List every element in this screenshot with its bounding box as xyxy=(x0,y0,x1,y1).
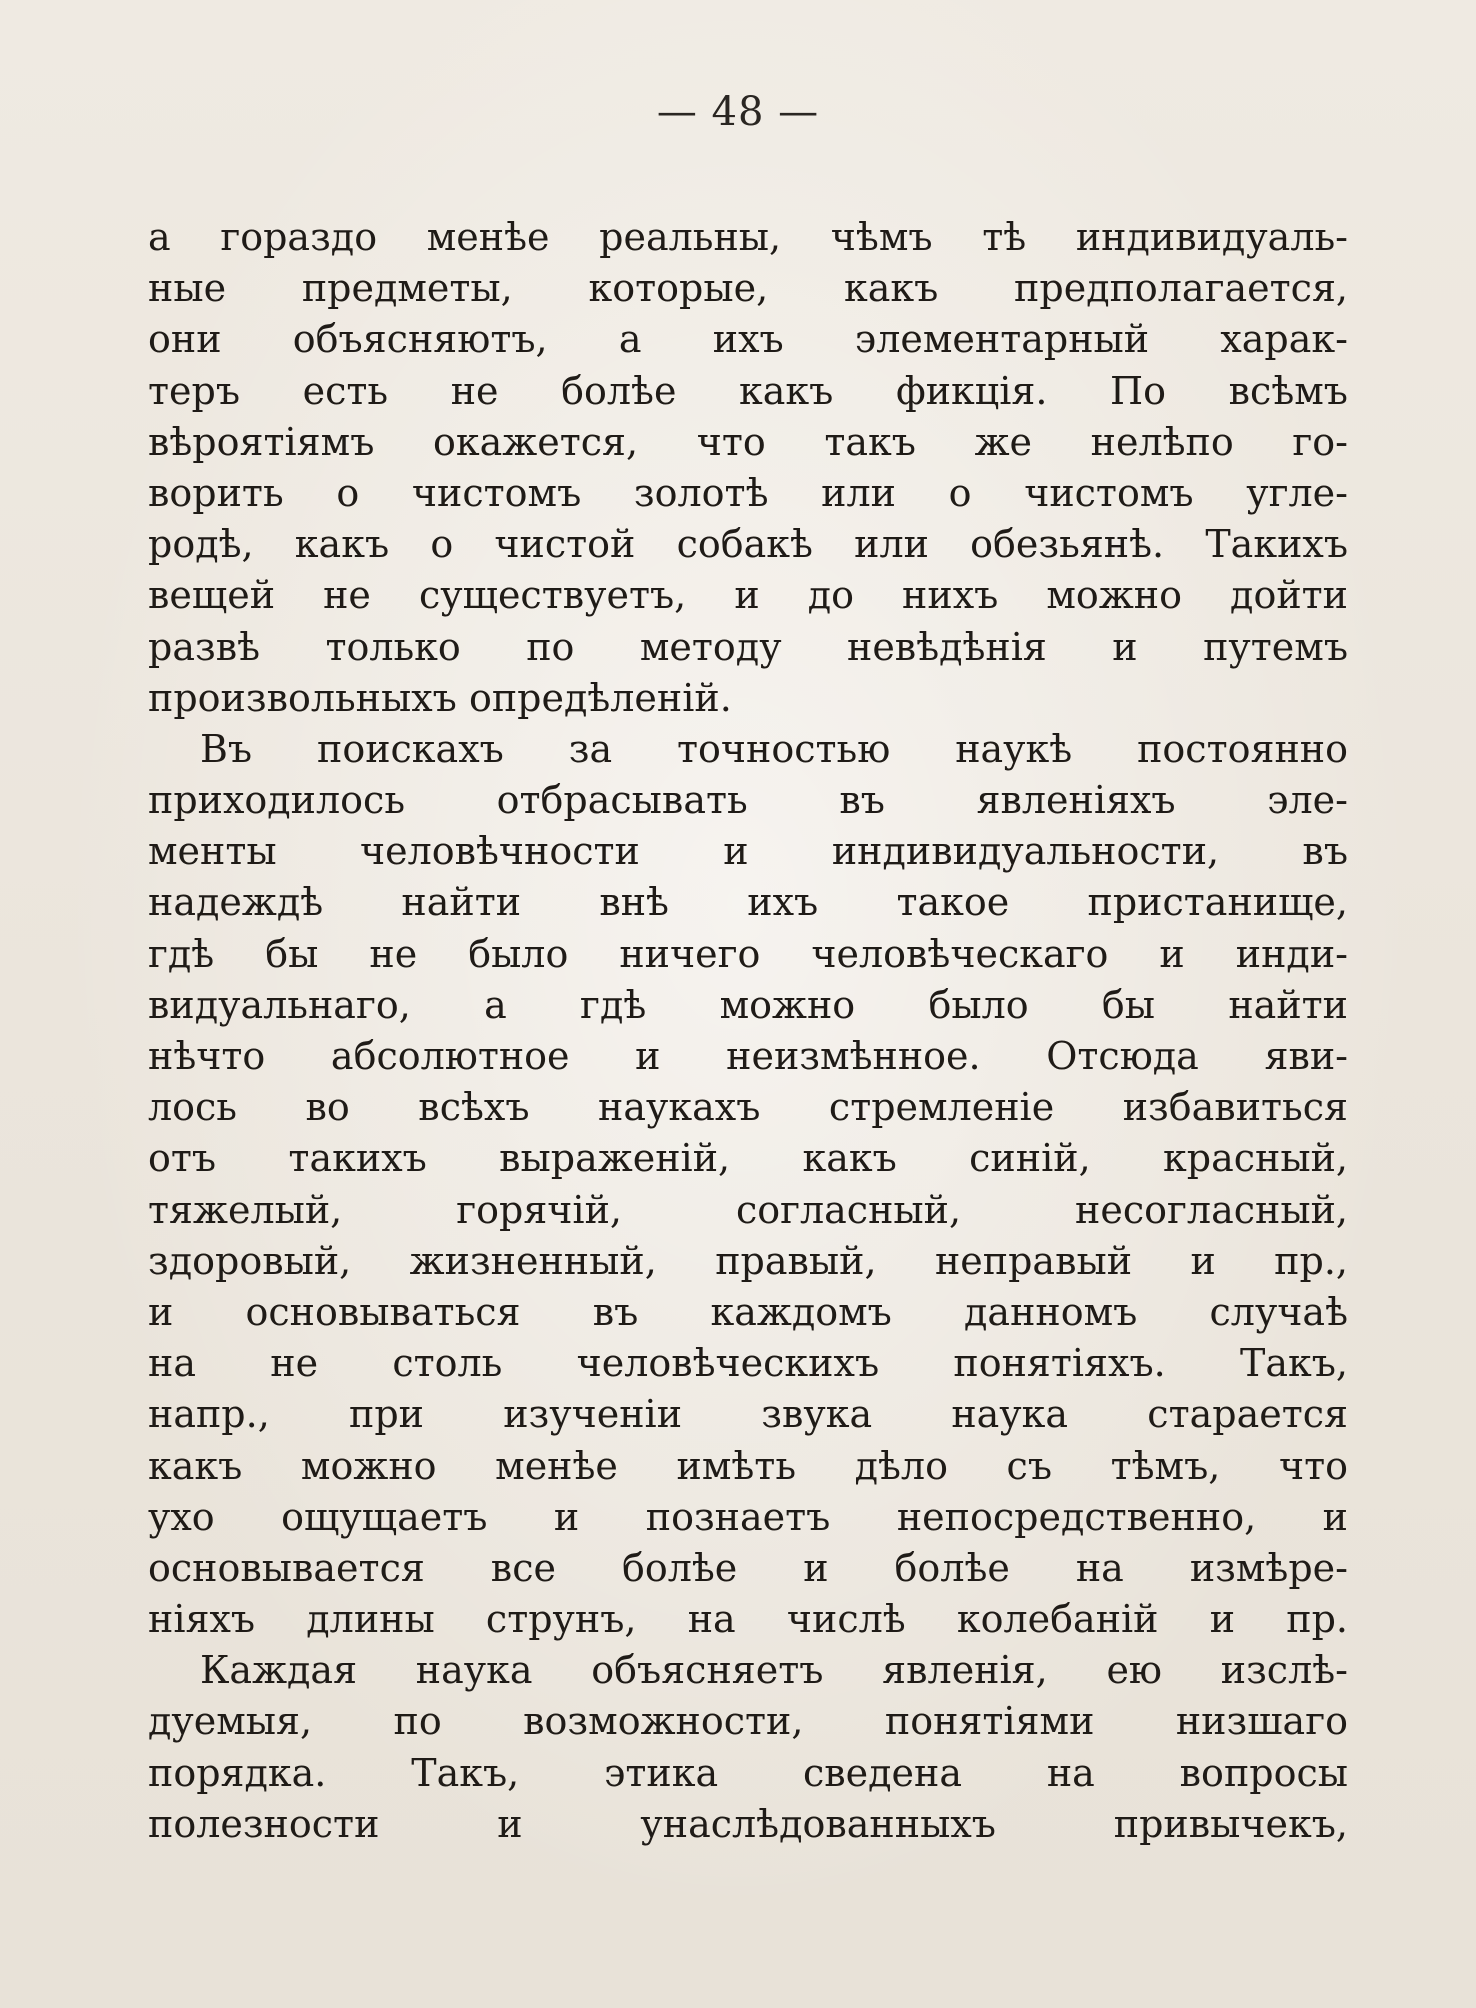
text-line: они объясняютъ, а ихъ элементарный харак- xyxy=(148,317,1348,362)
text-line: ухо ощущаетъ и познаетъ непосредственно, и xyxy=(148,1494,1348,1539)
body-text xyxy=(148,212,1348,1850)
text-line: какъ можно менѣе имѣть дѣло съ тѣмъ, что xyxy=(148,1443,1348,1488)
paragraph-first-line: Каждая наука объясняетъ явленія, ею изслѣ- xyxy=(200,1648,1348,1693)
text-line: на не столь человѣческихъ понятіяхъ. Такъ, xyxy=(148,1341,1348,1386)
text-line: ніяхъ длины струнъ, на числѣ колебаній и пр. xyxy=(148,1597,1348,1642)
text-line: и основываться въ каждомъ данномъ случаѣ xyxy=(148,1289,1348,1334)
text-line: теръ есть не болѣе какъ фикція. По всѣмъ xyxy=(148,368,1348,413)
text-line: видуальнаго, а гдѣ можно было бы найти xyxy=(148,982,1348,1027)
text-line: нѣчто абсолютное и неизмѣнное. Отсюда яви- xyxy=(148,1034,1348,1078)
text-line: родѣ, какъ о чистой собакѣ или обезьянѣ. Такихъ xyxy=(148,522,1348,567)
text-line: развѣ только по методу невѣдѣнія и путемъ xyxy=(148,624,1348,669)
text-line: тяжелый, горячій, согласный, несогласный, xyxy=(148,1187,1348,1232)
text-line: вѣроятіямъ окажется, что такъ же нелѣпо го- xyxy=(148,419,1348,464)
text-line: произвольныхъ опредѣленій. xyxy=(148,675,732,720)
paragraph-first-line: Въ поискахъ за точностью наукѣ постоянно xyxy=(200,726,1348,771)
text-line: напр., при изученіи звука наука старается xyxy=(148,1392,1348,1437)
text-line: надеждѣ найти внѣ ихъ такое пристанище, xyxy=(148,880,1348,925)
text-line: дуемыя, по возможности, понятіями низшаго xyxy=(148,1699,1348,1744)
page-number: — 48 — xyxy=(656,89,820,135)
text-line: здоровый, жизненный, правый, неправый и пр., xyxy=(148,1238,1348,1283)
text-line: лось во всѣхъ наукахъ стремленіе избавиться xyxy=(148,1085,1348,1130)
text-line: основывается все болѣе и болѣе на измѣре- xyxy=(148,1545,1348,1590)
text-line: ворить о чистомъ золотѣ или о чистомъ угле- xyxy=(148,470,1348,515)
text-line: приходилось отбрасывать въ явленіяхъ эле- xyxy=(148,778,1348,823)
text-line: вещей не существуетъ, и до нихъ можно дойти xyxy=(148,573,1348,618)
text-line: отъ такихъ выраженій, какъ синій, красный, xyxy=(148,1136,1348,1181)
text-line: полезности и унаслѣдованныхъ привычекъ, xyxy=(148,1801,1348,1846)
text-line: менты человѣчности и индивидуальности, въ xyxy=(148,829,1348,874)
text-line: ные предметы, которые, какъ предполагается, xyxy=(148,266,1348,311)
text-line: а гораздо менѣе реальны, чѣмъ тѣ индивидуаль- xyxy=(148,215,1348,259)
text-line: гдѣ бы не было ничего человѣческаго и инди- xyxy=(148,931,1348,976)
text-line: порядка. Такъ, этика сведена на вопросы xyxy=(148,1750,1348,1795)
